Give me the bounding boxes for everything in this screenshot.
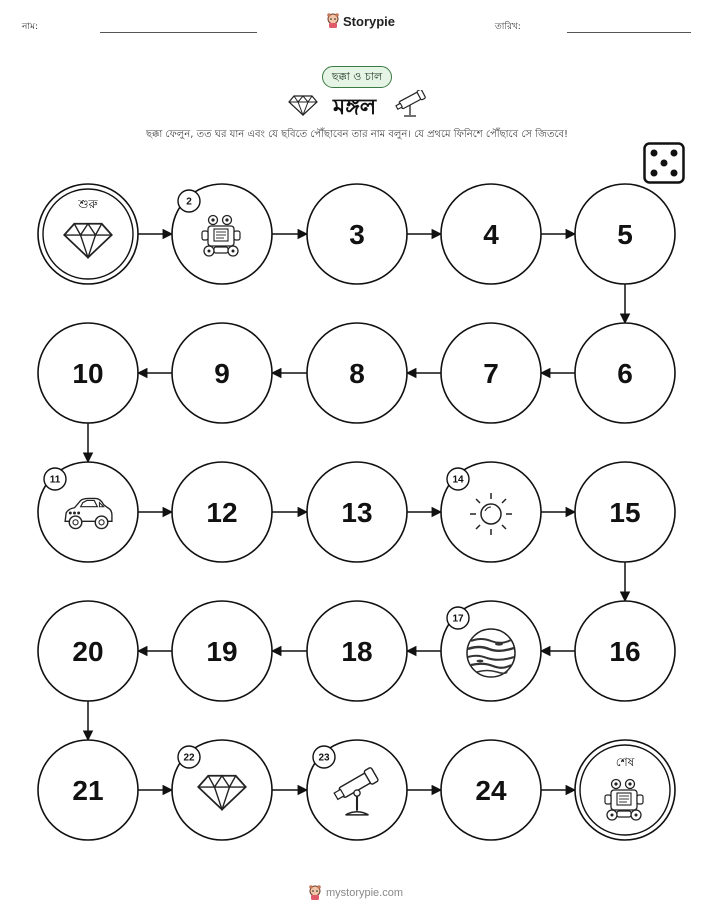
board-cells	[38, 184, 675, 840]
cell-number: 21	[72, 775, 104, 806]
board-cell-7	[441, 323, 541, 423]
cell-number: 22	[183, 752, 195, 764]
cell-number: 13	[341, 497, 373, 528]
cell-number: 16	[609, 636, 641, 667]
cell-number: 17	[452, 613, 464, 625]
cell-number: 24	[475, 775, 507, 806]
board-cell-12	[172, 462, 272, 562]
cell-number: 5	[617, 219, 633, 250]
board-cell-22	[172, 740, 272, 840]
cell-number: 23	[318, 752, 330, 764]
board-cell-21	[38, 740, 138, 840]
board-cell-14	[441, 462, 541, 562]
footer-url: mystorypie.com	[326, 887, 404, 899]
board-cell-3	[307, 184, 407, 284]
mascot-icon	[308, 885, 322, 901]
cell-number: 18	[341, 636, 373, 667]
name-label: নাম:	[22, 22, 39, 32]
board-cell-18	[307, 601, 407, 701]
end-square	[575, 740, 675, 840]
cell-number: 14	[452, 474, 464, 486]
cell-number: 15	[609, 497, 641, 528]
board-cell-20	[38, 601, 138, 701]
board-cell-5	[575, 184, 675, 284]
board-cell-13	[307, 462, 407, 562]
cell-number: 6	[617, 358, 633, 389]
board-cell-10	[38, 323, 138, 423]
cell-number: 2	[186, 196, 192, 208]
footer	[308, 885, 403, 901]
board-cell-11	[38, 462, 138, 562]
cell-number: 20	[72, 636, 104, 667]
date-label: তারিখ:	[495, 22, 521, 32]
cell-number: 3	[349, 219, 365, 250]
board-cell-19	[172, 601, 272, 701]
instructions: ছক্কা ফেলুন, তত ঘর যান এবং যে ছবিতে পৌঁছাবেন তার নাম বলুন। যে প্রথমে ফিনিশে পৌঁছাবে সে জিতবে!	[145, 129, 569, 140]
cell-number: 8	[349, 358, 365, 389]
board-cell-23	[307, 740, 407, 840]
board-cell-17	[441, 601, 541, 701]
board-cell-15	[575, 462, 675, 562]
cell-number: 7	[483, 358, 499, 389]
brand-name: Storypie	[343, 13, 396, 29]
board-cell-9	[172, 323, 272, 423]
end-label: শেষ	[615, 755, 635, 769]
start-label: শুরু	[78, 197, 98, 211]
board-cell-24	[441, 740, 541, 840]
planet-icon	[467, 629, 515, 677]
board-cell-6	[575, 323, 675, 423]
board-cell-4	[441, 184, 541, 284]
subtitle-badge: ছক্কা ও চাল	[322, 66, 392, 88]
cell-number: 12	[206, 497, 238, 528]
cell-number: 10	[72, 358, 104, 389]
board-cell-8	[307, 323, 407, 423]
board-cell-16	[575, 601, 675, 701]
cell-number: 11	[49, 474, 61, 486]
cell-number: 4	[483, 219, 499, 250]
cell-number: 19	[206, 636, 238, 667]
start-square	[38, 184, 138, 284]
board-cell-2	[172, 184, 272, 284]
page-title: মঙ্গল	[333, 95, 377, 120]
cell-number: 9	[214, 358, 230, 389]
